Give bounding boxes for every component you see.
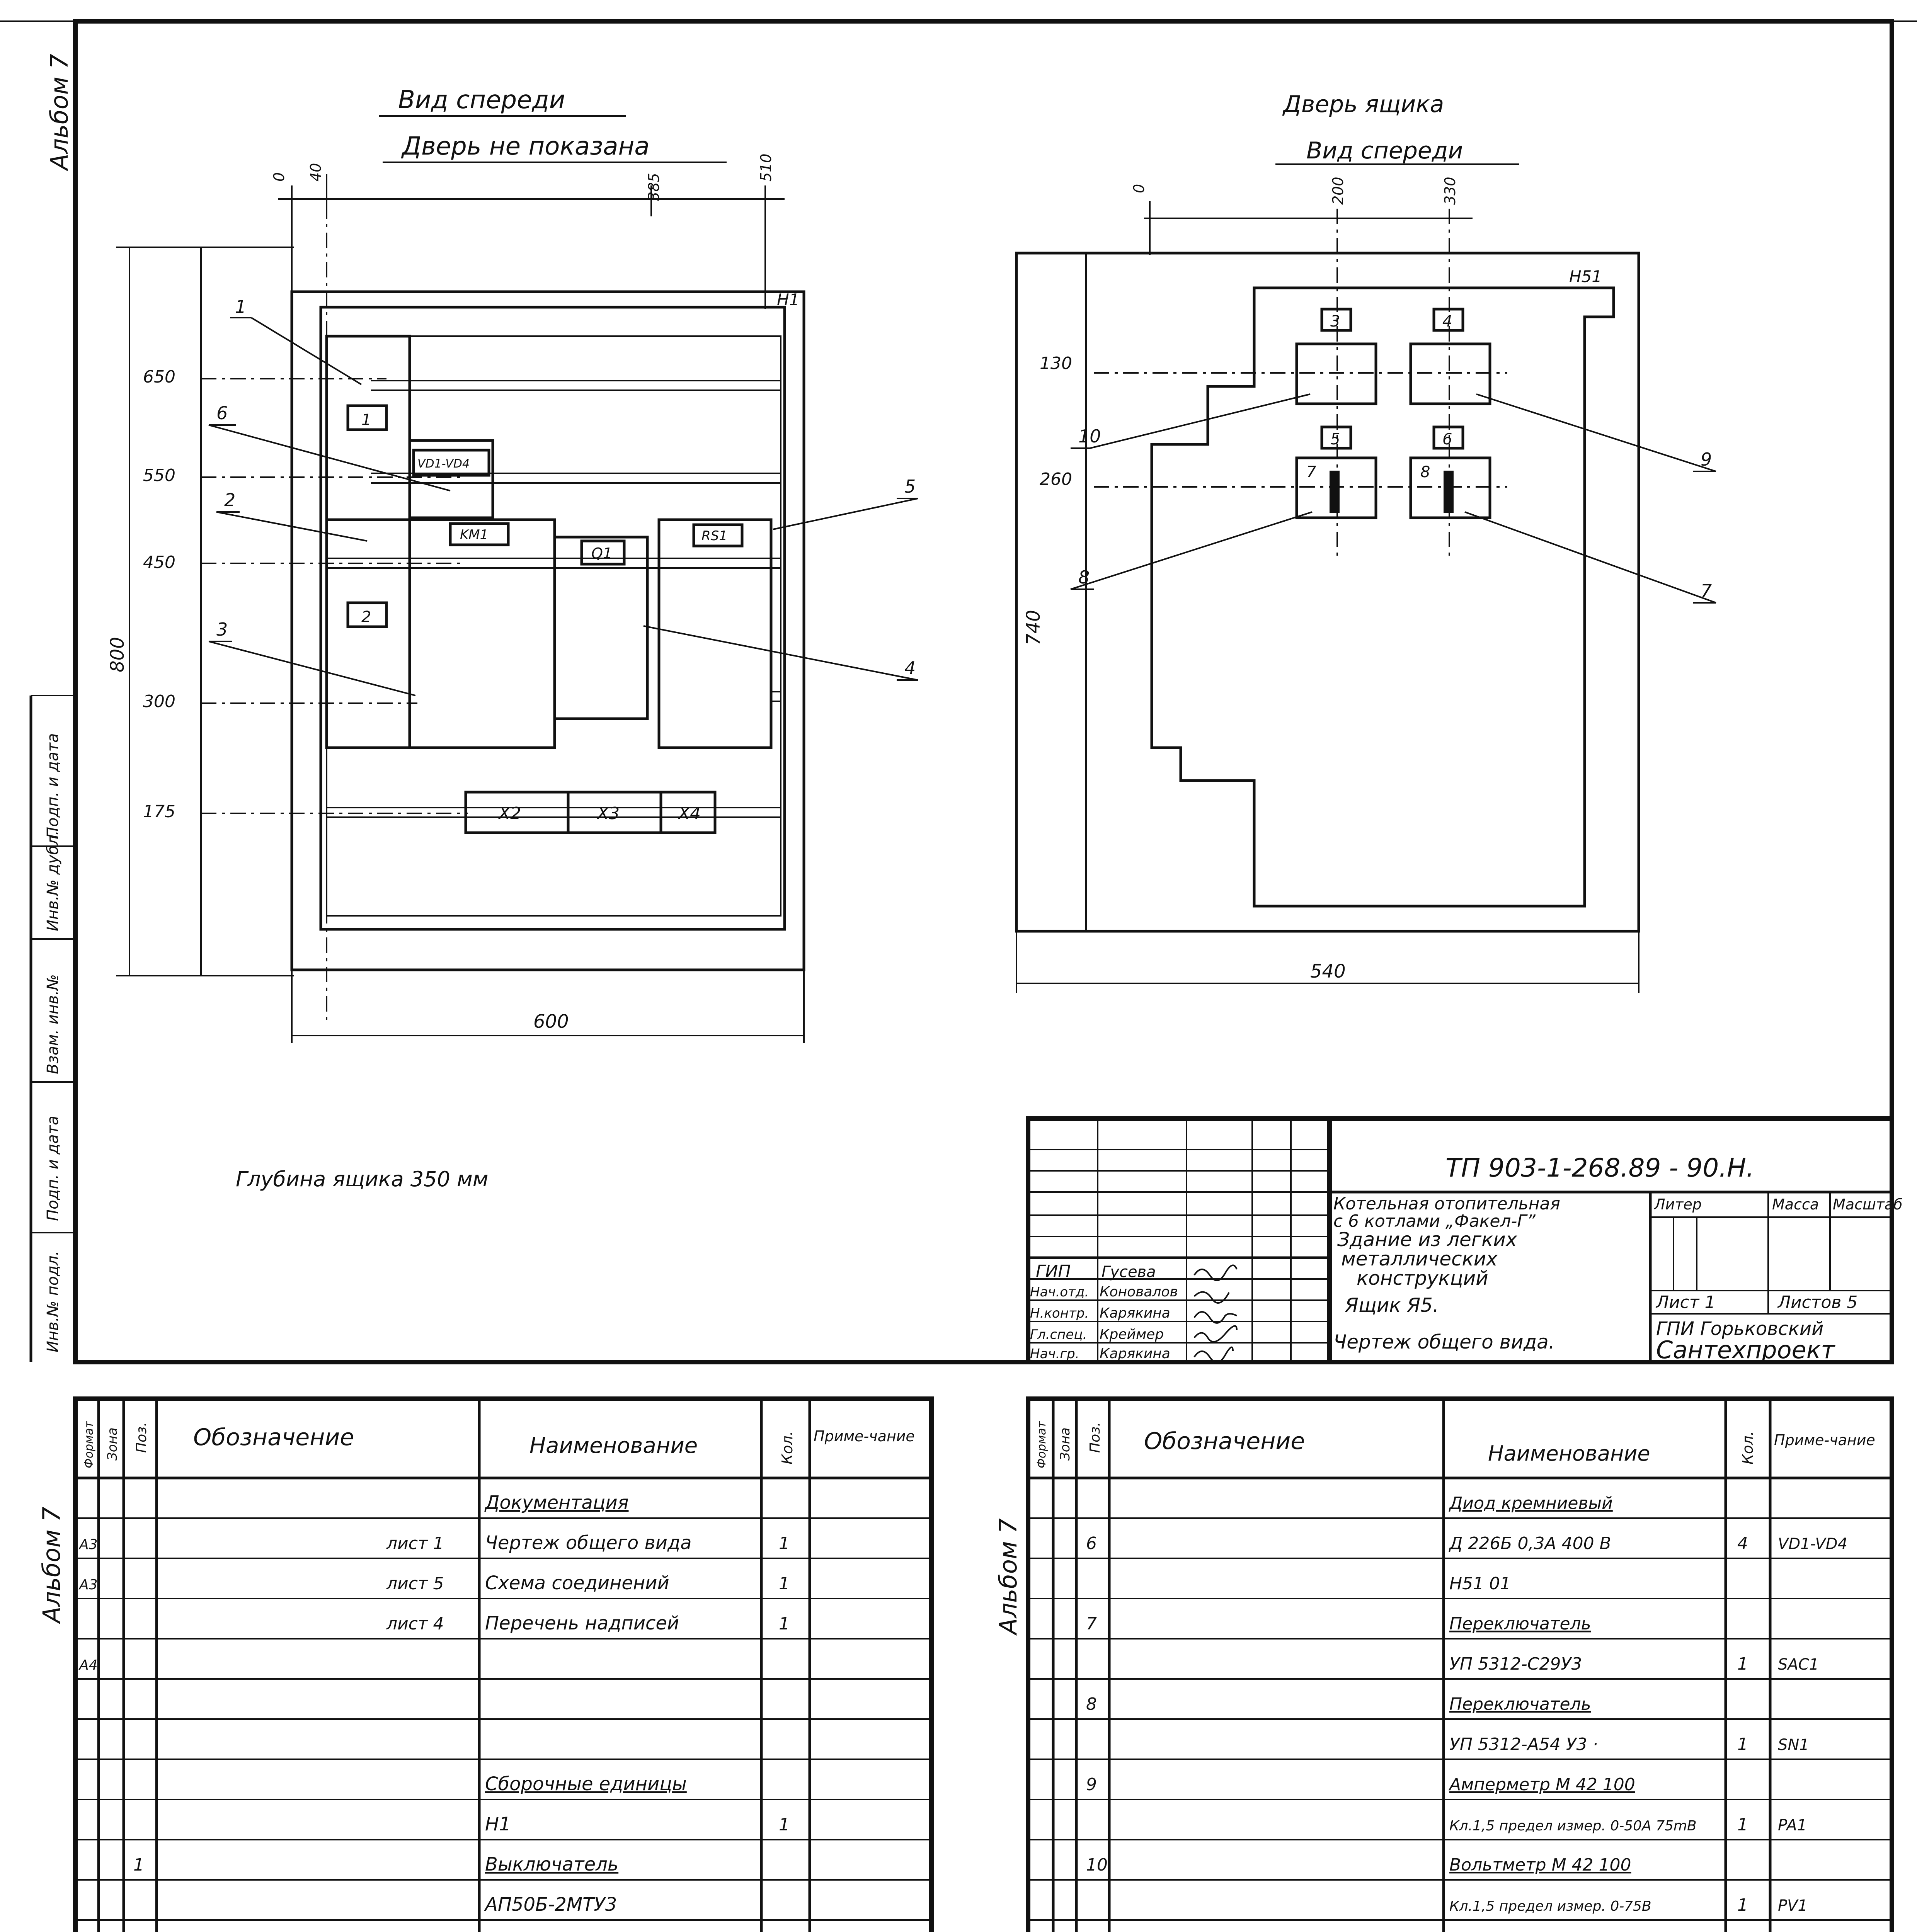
spec-left-name: Перечень надписей [485,1612,679,1634]
sheet1-role-2: Н.контр. [1030,1306,1089,1321]
front-dim-height: 800 [107,637,128,672]
door-dim-top-0: 0 [1130,184,1147,193]
sheet1-name-1: Коновалов [1100,1284,1178,1300]
sheet2-frame [31,1399,931,1932]
callout-4: 4 [904,658,916,679]
spec-right-name: Диод кремниевый [1449,1493,1613,1513]
door-tag-6: 6 [1442,430,1452,448]
spec-right-name: УП 5312-С29У3 [1449,1654,1582,1674]
front-dim-top-0: 0 [271,172,288,182]
tag-x2: X2 [499,804,521,823]
spec-left-name: Схема соединений [485,1572,669,1594]
spec-left-format: А3 [79,1537,98,1553]
tag-q1: Q1 [591,545,613,562]
callout-6: 6 [216,403,228,423]
spec-right-qty: 1 [1737,1815,1748,1835]
tag-x4: X4 [678,804,701,823]
left-h-zone: Зона [105,1427,120,1461]
door-tag-8: 8 [1420,463,1430,481]
spec-right-qty: 1 [1737,1735,1748,1754]
front-panel-tag: H1 [777,290,800,309]
spec-right-name: УП 5312-А54 У3 · [1449,1735,1598,1754]
callout-5: 5 [904,476,916,497]
sheet1-desc-0: Котельная отопительная [1333,1194,1560,1214]
spec-left-format: А3 [79,1577,98,1593]
spec-right-name: Вольтметр М 42 100 [1449,1855,1631,1875]
tag-rs1: RS1 [701,528,727,544]
door-view-title: Дверь ящика [1283,91,1444,118]
sheet3-frame [982,1399,1892,1932]
front-dim-650: 650 [143,367,175,387]
album-label-top: Альбом 7 [45,54,73,170]
spec-right-table [1086,1493,1847,1932]
spec-left-designation: лист 4 [386,1614,444,1634]
door-view-drawing [1016,201,1716,993]
door-callout-9: 9 [1701,449,1712,470]
front-dim-550: 550 [143,466,175,485]
spec-right-pos: 6 [1086,1534,1097,1553]
right-h-designation: Обозначение [1144,1428,1305,1455]
door-tag-5: 5 [1330,430,1340,448]
sheet1-role-4: Нач.гр. [1030,1346,1079,1362]
spec-left-qty: 1 [779,1614,790,1634]
door-dim-height: 740 [1023,610,1044,645]
spec-right-name: Кл.1,5 предел измер. 0-75В [1449,1898,1651,1914]
spec-right-name: H51 01 [1449,1574,1511,1594]
front-dim-top-40: 40 [307,163,324,182]
door-panel-tag: H51 [1569,267,1602,286]
spec-left-name: Чертеж общего вида [485,1532,692,1554]
door-callout-10: 10 [1078,426,1101,447]
sheet1-org2: Сантехпроект [1656,1336,1835,1364]
sheet1-name-2: Карякина [1100,1305,1170,1321]
sheet1-code: ТП 903-1-268.89 - 90.Н. [1445,1153,1754,1183]
sheet1-desc-5: Ящик Я5. [1345,1294,1439,1316]
left-h-qty: Кол. [779,1431,796,1464]
side-stamp-top-1: Инв.№ подл. [44,1250,62,1352]
right-h-zone: Зона [1057,1427,1073,1461]
door-dim-260: 260 [1040,469,1072,489]
sheet1-name-0: Гусева [1102,1263,1156,1281]
right-h-format: Формат [1035,1421,1049,1468]
spec-right-name: Амперметр М 42 100 [1449,1775,1635,1794]
spec-left-name: АП50Б-2МТУ3 [485,1894,617,1915]
spec-right-name: Д 226Б 0,3А 400 В [1449,1534,1611,1553]
spec-right-pos: 10 [1086,1855,1108,1875]
spec-right-qty: 1 [1737,1654,1748,1674]
left-h-note: Приме-чание [814,1428,915,1445]
spec-left-qty: 1 [779,1574,790,1594]
spec-right-pos: 7 [1086,1614,1097,1634]
door-dim-width: 540 [1310,961,1346,982]
door-dim-130: 130 [1040,354,1072,373]
front-view-title: Вид спереди [398,86,565,114]
spec-right-note: PA1 [1778,1816,1807,1834]
door-tag-4: 4 [1442,313,1452,330]
spec-right-name: Переключатель [1449,1694,1591,1714]
spec-left-name: Документация [485,1492,629,1514]
spec-left-qty: 1 [779,1534,790,1553]
sheet1-scale-h: Масштаб [1833,1196,1903,1213]
album-label-left: Альбом 7 [37,1507,66,1623]
spec-right-name: Переключатель [1449,1614,1591,1634]
side-stamp-top-2: Подп. и дата [44,1116,62,1221]
sheet1-role-3: Гл.спец. [1030,1327,1087,1342]
sheet1-role-1: Нач.отд. [1030,1284,1089,1300]
front-dim-175: 175 [143,802,175,821]
right-h-name: Наименование [1488,1441,1650,1466]
front-view-subtitle: Дверь не показана [402,132,650,161]
spec-right-note: VD1-VD4 [1778,1535,1848,1553]
front-dim-top-385: 385 [645,173,662,201]
sheet1-desc-2: Здание из легких [1337,1228,1517,1251]
sheet1-role-0: ГИП [1036,1262,1071,1281]
door-tag-3: 3 [1330,313,1340,330]
spec-right-name: Кл.1,5 предел измер. 0-50А 75mВ [1449,1818,1697,1834]
spec-left-name: Сборочные единицы [485,1773,687,1795]
spec-right-pos: 8 [1086,1694,1097,1714]
side-stamp-top-5: Подп. и дата [44,733,62,838]
sheet1-name-3: Креймер [1100,1327,1164,1342]
spec-right-note: SAC1 [1778,1656,1819,1673]
door-dim-top-200: 200 [1330,177,1347,205]
sheet1-sheet: Лист 1 [1656,1293,1716,1312]
spec-left-designation: лист 1 [386,1534,444,1553]
tag-breaker-2: 2 [361,608,371,626]
front-dim-top-510: 510 [758,153,775,182]
callout-3: 3 [216,619,228,640]
front-dim-300: 300 [143,692,175,711]
spec-right-note: PV1 [1778,1897,1808,1915]
spec-left-qty: 1 [779,1815,790,1835]
tag-diodes: VD1-VD4 [417,457,470,471]
spec-right-qty: 4 [1737,1534,1748,1553]
sheet1-org1: ГПИ Горьковский [1656,1318,1824,1340]
callout-1: 1 [235,296,247,317]
right-h-note: Приме-чание [1774,1432,1875,1449]
sheet1-desc-4: конструкций [1357,1267,1488,1289]
side-stamp-top-3: Взам. инв.№ [44,974,62,1074]
door-dim-top-330: 330 [1442,177,1459,205]
spec-left-format: А4 [79,1657,98,1673]
sheet1-desc-6: Чертеж общего вида. [1333,1331,1555,1353]
spec-right-note: SN1 [1778,1736,1809,1754]
tag-km1: KM1 [460,527,489,543]
spec-right-pos: 9 [1086,1775,1097,1794]
spec-right-qty: 1 [1737,1895,1748,1915]
door-view-subtitle: Вид спереди [1306,137,1463,164]
side-stamp-top-4: Инв.№ дубл. [44,830,62,931]
left-h-name: Наименование [529,1433,698,1458]
sheet1-desc-3: металлических [1341,1248,1498,1270]
front-dim-width: 600 [533,1011,569,1032]
door-tag-7: 7 [1306,463,1316,481]
right-h-pos: Поз. [1087,1422,1103,1453]
depth-note: Глубина ящика 350 мм [236,1167,489,1191]
door-callout-7: 7 [1701,580,1712,601]
front-dim-450: 450 [143,553,175,572]
left-h-pos: Поз. [134,1422,150,1453]
signatures-sheet1 [1194,1265,1237,1362]
sheet1-mass-h: Масса [1772,1196,1819,1213]
tag-breaker-1: 1 [361,411,371,429]
sheet1-liter-h: Литер [1654,1196,1702,1213]
spec-left-name: Выключатель [485,1854,619,1875]
sheet1-desc-1: с 6 котлами „Факел-Г” [1333,1211,1536,1231]
sheet1-sheets: Листов 5 [1778,1293,1858,1312]
left-h-designation: Обозначение [193,1424,354,1451]
spec-left-name: H1 [485,1813,511,1835]
door-callout-8: 8 [1078,567,1090,588]
sheet1-name-4: Карякина [1100,1346,1170,1362]
callout-2: 2 [224,490,236,510]
left-h-format: Формат [82,1421,96,1468]
spec-left-designation: лист 5 [386,1574,444,1594]
album-label-right: Альбом 7 [994,1518,1022,1634]
spec-left-pos: 1 [133,1855,144,1875]
right-h-qty: Кол. [1739,1431,1756,1464]
tag-x3: X3 [597,804,620,823]
